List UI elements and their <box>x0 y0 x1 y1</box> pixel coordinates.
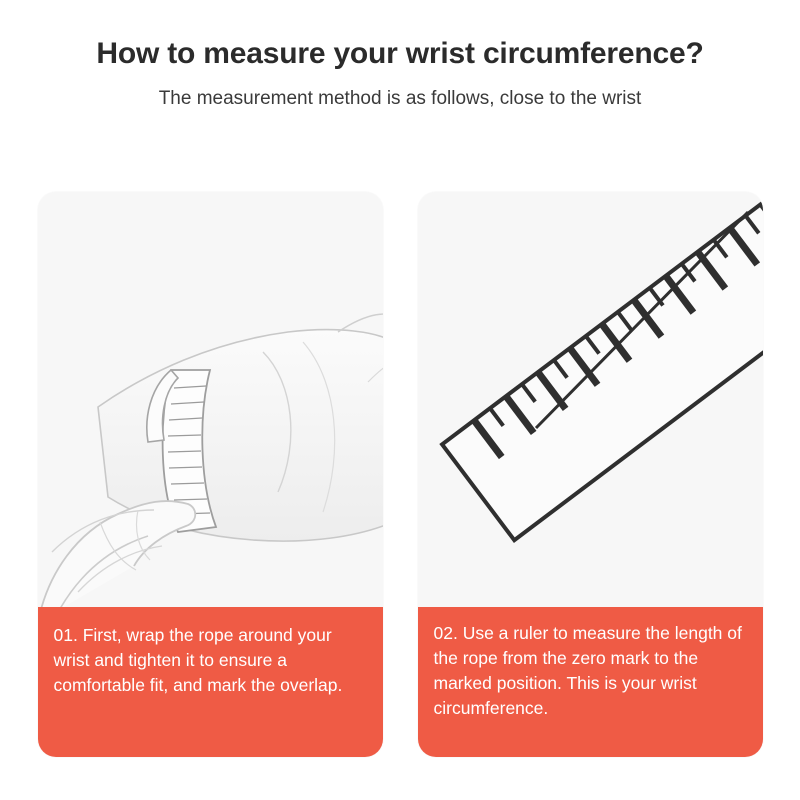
page-subtitle: The measurement method is as follows, close to the wrist <box>158 88 642 109</box>
page-header <box>0 0 800 110</box>
steps-container <box>0 192 800 757</box>
step-caption-02: 02. Use a ruler to measure the length of the rope from the zero mark to the marked position. This is your wrist circumference. <box>418 607 763 757</box>
step-caption-01: 01. First, wrap the rope around your wrist and tighten it to ensure a comfortable fit, and mark the overlap. <box>38 607 383 757</box>
step-card-02 <box>418 192 763 757</box>
wrist-tape-illustration <box>38 192 383 607</box>
ruler-illustration <box>418 192 763 607</box>
step-card-01 <box>38 192 383 757</box>
page-title: How to measure your wrist circumference? <box>96 37 704 70</box>
